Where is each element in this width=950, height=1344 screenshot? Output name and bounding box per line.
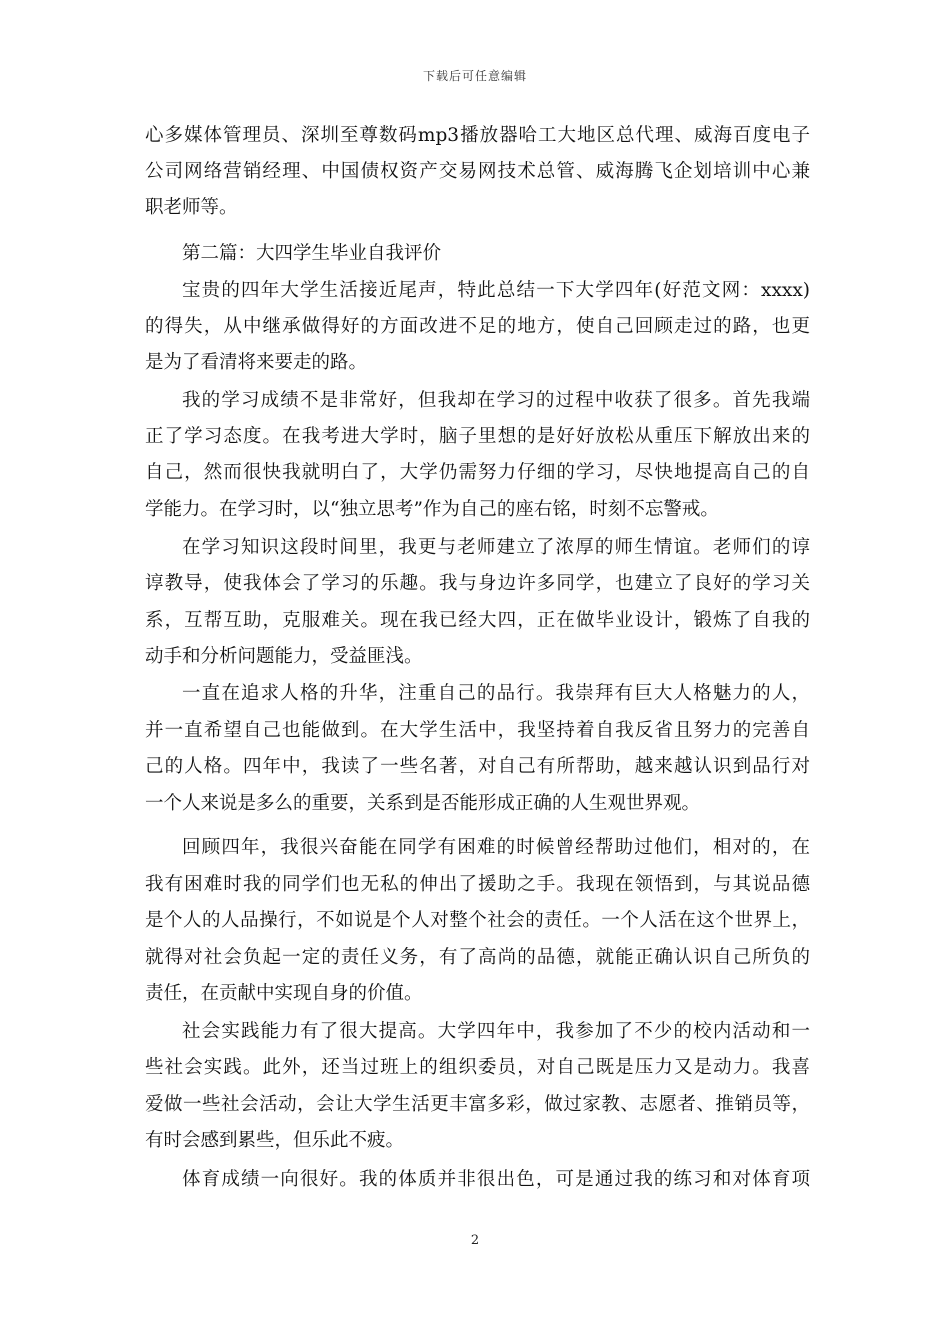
text-line: 学能力。在学习时，以“独立思考”作为自己的座右铭，时刻不忘警戒。 [145, 499, 719, 520]
text-line: 一直在追求人格的升华，注重自己的品行。我崇拜有巨大人格魅力的人， [182, 683, 810, 704]
text-line: 的得失，从中继承做得好的方面改进不足的地方，使自己回顾走过的路，也更 [145, 316, 810, 337]
page-header: 下载后可任意编辑 [422, 69, 527, 83]
text-line: 动手和分析问题能力，受益匪浅。 [145, 646, 423, 667]
text-line: 我有困难时我的同学们也无私的伸出了援助之手。我现在领悟到，与其说品德 [145, 874, 810, 895]
text-line: 社会实践能力有了很大提高。大学四年中，我参加了不少的校内活动和一 [182, 1021, 810, 1042]
text-line: 责任，在贡献中实现自身的价值。 [145, 983, 423, 1004]
section-heading: 第二篇：大四学生毕业自我评价 [182, 243, 442, 264]
text-line: 爱做一些社会活动，会让大学生活更丰富多彩，做过家教、志愿者、推销员等， [145, 1094, 810, 1115]
text-line: 是个人的人品操行，不如说是个人对整个社会的责任。一个人活在这个世界上， [145, 910, 810, 931]
text-line: 宝贵的四年大学生活接近尾声，特此总结一下大学四年(好范文网：xxxx) [182, 280, 810, 301]
page-number: 2 [470, 1233, 480, 1248]
text-line: 在学习知识这段时间里，我更与老师建立了浓厚的师生情谊。老师们的谆 [182, 537, 810, 558]
text-line: 正了学习态度。在我考进大学时，脑子里想的是好好放松从重压下解放出来的 [145, 426, 810, 447]
text-line: 系，互帮互助，克服难关。现在我已经大四，正在做毕业设计，锻炼了自我的 [145, 610, 810, 631]
text-line: 心多媒体管理员、深圳至尊数码mp3播放器哈工大地区总代理、威海百度电子 [145, 125, 810, 146]
text-line: 并一直希望自己也能做到。在大学生活中，我坚持着自我反省且努力的完善自 [145, 720, 810, 741]
text-line: 一个人来说是多么的重要，关系到是否能形成正确的人生观世界观。 [145, 793, 701, 814]
text-line: 回顾四年，我很兴奋能在同学有困难的时候曾经帮助过他们，相对的，在 [182, 837, 810, 858]
text-line: 体育成绩一向很好。我的体质并非很出色，可是通过我的练习和对体育项 [182, 1169, 810, 1190]
text-line: 我的学习成绩不是非常好，但我却在学习的过程中收获了很多。首先我端 [182, 390, 810, 411]
text-line: 些社会实践。此外，还当过班上的组织委员，对自己既是压力又是动力。我喜 [145, 1057, 810, 1078]
text-line: 有时会感到累些，但乐此不疲。 [145, 1130, 405, 1151]
text-line: 就得对社会负起一定的责任义务，有了高尚的品德，就能正确认识自己所负的 [145, 947, 810, 968]
text-line: 己的人格。四年中，我读了一些名著，对自己有所帮助，越来越认识到品行对 [145, 756, 810, 777]
text-line: 谆教导，使我体会了学习的乐趣。我与身边许多同学，也建立了良好的学习关 [145, 573, 810, 594]
text-line: 是为了看清将来要走的路。 [145, 352, 368, 373]
text-line: 职老师等。 [145, 197, 238, 218]
text-line: 公司网络营销经理、中国债权资产交易网技术总管、威海腾飞企划培训中心兼 [145, 161, 810, 182]
text-line: 自己，然而很快我就明白了，大学仍需努力仔细的学习，尽快地提高自己的自 [145, 462, 810, 483]
